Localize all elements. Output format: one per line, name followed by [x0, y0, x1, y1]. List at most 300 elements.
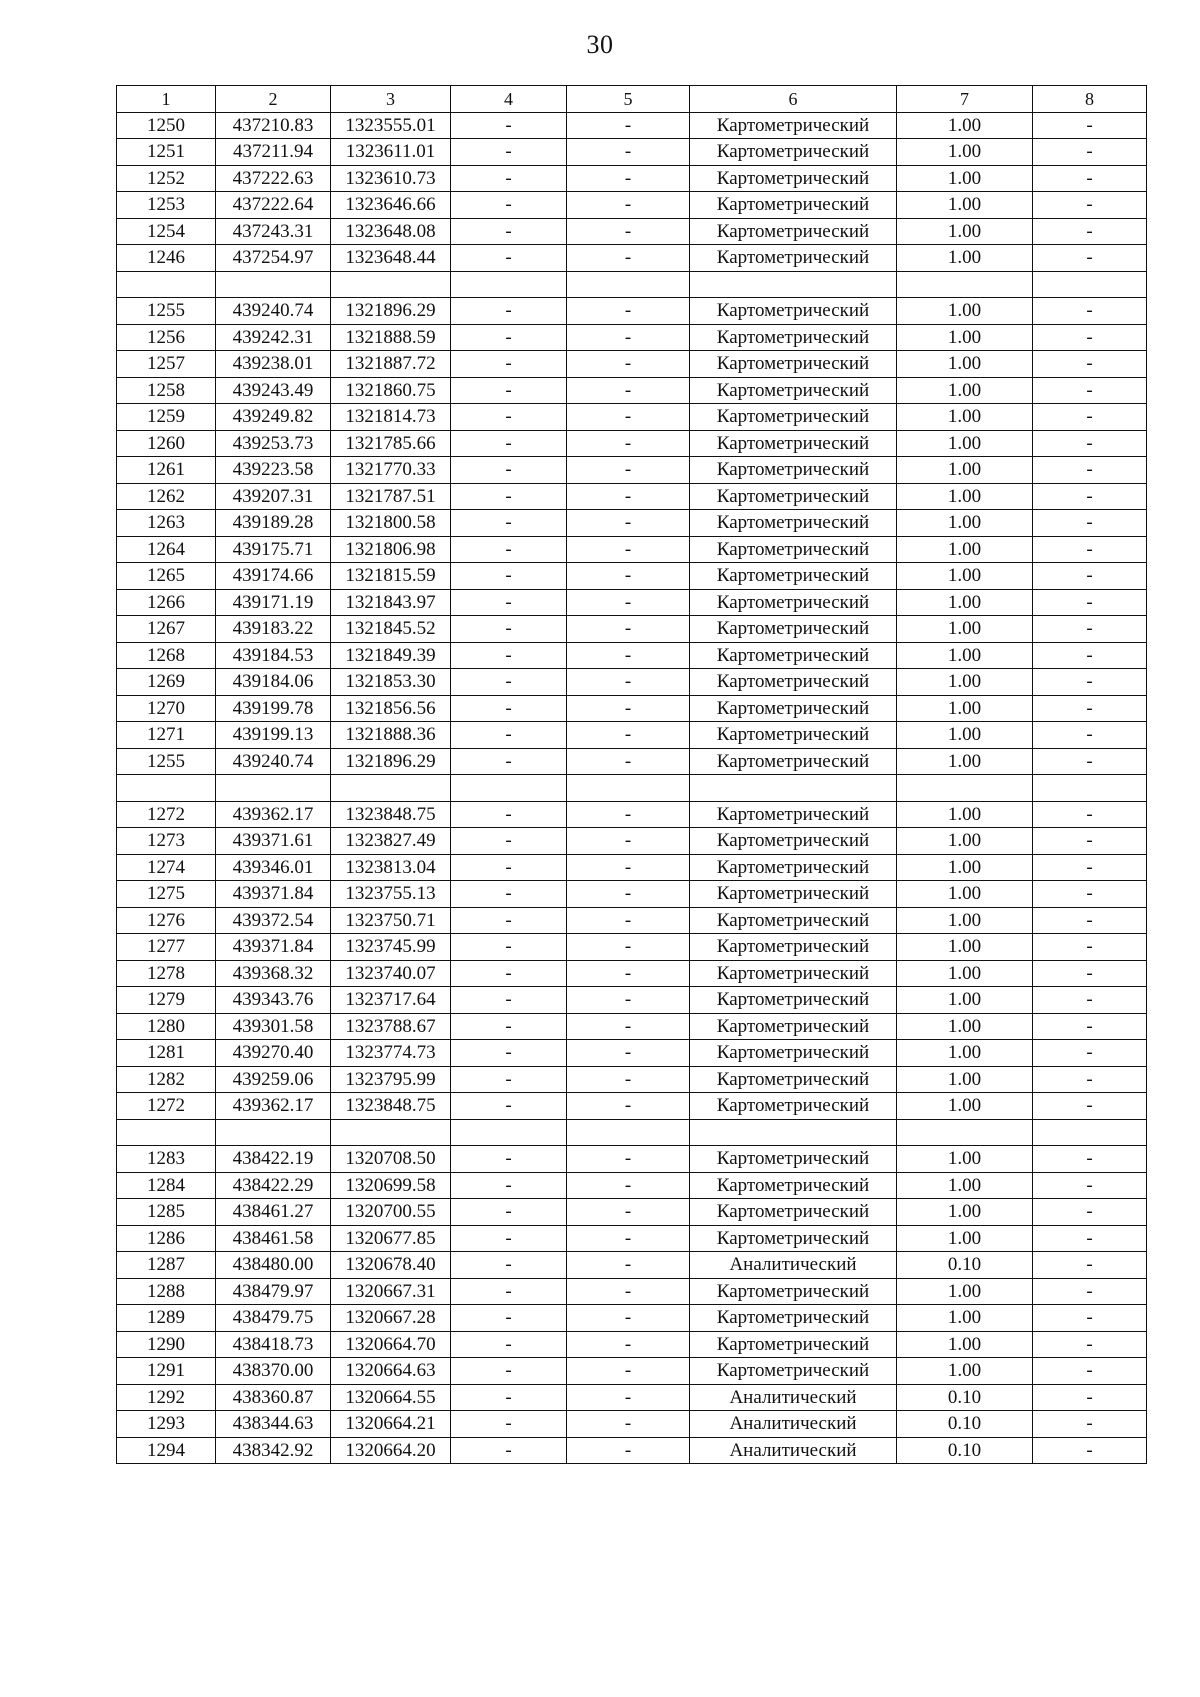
x-coordinate-cell: 439372.54 — [216, 907, 331, 934]
point-number-cell: 1263 — [117, 510, 216, 537]
x-coordinate-cell: 438418.73 — [216, 1331, 331, 1358]
x-coordinate-cell: 439207.31 — [216, 483, 331, 510]
coordinates-table — [116, 85, 1147, 1464]
x-coordinate-cell: 437222.63 — [216, 165, 331, 192]
table-row — [117, 1066, 1147, 1093]
table-row — [117, 1331, 1147, 1358]
column-5-cell: - — [567, 695, 690, 722]
column-5-cell: - — [567, 1384, 690, 1411]
accuracy-cell: 1.00 — [897, 139, 1033, 166]
column-8-cell: - — [1033, 854, 1147, 881]
column-8-cell: - — [1033, 510, 1147, 537]
y-coordinate-cell: 1321787.51 — [331, 483, 451, 510]
column-8-cell: - — [1033, 377, 1147, 404]
table-row — [117, 430, 1147, 457]
table-row — [117, 616, 1147, 643]
x-coordinate-cell: 439270.40 — [216, 1040, 331, 1067]
column-8-cell: - — [1033, 1252, 1147, 1279]
x-coordinate-cell: 438422.29 — [216, 1172, 331, 1199]
column-5-cell: - — [567, 1040, 690, 1067]
method-cell: Картометрический — [690, 642, 897, 669]
table-row — [117, 112, 1147, 139]
column-5-cell: - — [567, 828, 690, 855]
x-coordinate-cell: 438360.87 — [216, 1384, 331, 1411]
table-row — [117, 748, 1147, 775]
method-cell: Аналитический — [690, 1252, 897, 1279]
y-coordinate-cell: 1320677.85 — [331, 1225, 451, 1252]
table-row — [117, 1013, 1147, 1040]
column-header: 7 — [897, 86, 1033, 113]
y-coordinate-cell: 1323813.04 — [331, 854, 451, 881]
accuracy-cell: 0.10 — [897, 1384, 1033, 1411]
point-number-cell: 1255 — [117, 298, 216, 325]
column-8-cell: - — [1033, 218, 1147, 245]
point-number-cell: 1289 — [117, 1305, 216, 1332]
column-8-cell: - — [1033, 165, 1147, 192]
column-5-cell: - — [567, 1199, 690, 1226]
y-coordinate-cell: 1323717.64 — [331, 987, 451, 1014]
column-8-cell: - — [1033, 960, 1147, 987]
method-cell: Картометрический — [690, 1358, 897, 1385]
point-number-cell: 1281 — [117, 1040, 216, 1067]
accuracy-cell: 1.00 — [897, 1305, 1033, 1332]
x-coordinate-cell: 439189.28 — [216, 510, 331, 537]
column-8-cell: - — [1033, 563, 1147, 590]
column-8-cell: - — [1033, 1199, 1147, 1226]
accuracy-cell — [897, 775, 1033, 802]
x-coordinate-cell: 439368.32 — [216, 960, 331, 987]
method-cell: Картометрический — [690, 112, 897, 139]
method-cell: Картометрический — [690, 1331, 897, 1358]
column-4-cell: - — [451, 1384, 567, 1411]
table-row — [117, 907, 1147, 934]
column-8-cell: - — [1033, 536, 1147, 563]
accuracy-cell: 1.00 — [897, 457, 1033, 484]
point-number-cell: 1286 — [117, 1225, 216, 1252]
x-coordinate-cell: 439175.71 — [216, 536, 331, 563]
table-row — [117, 669, 1147, 696]
y-coordinate-cell: 1321896.29 — [331, 748, 451, 775]
method-cell: Картометрический — [690, 1013, 897, 1040]
method-cell: Картометрический — [690, 245, 897, 272]
table-row — [117, 987, 1147, 1014]
point-number-cell: 1266 — [117, 589, 216, 616]
column-8-cell: - — [1033, 616, 1147, 643]
column-4-cell: - — [451, 1013, 567, 1040]
y-coordinate-cell: 1323648.44 — [331, 245, 451, 272]
column-5-cell: - — [567, 907, 690, 934]
x-coordinate-cell: 439371.84 — [216, 934, 331, 961]
column-8-cell: - — [1033, 1013, 1147, 1040]
table-row — [117, 1278, 1147, 1305]
y-coordinate-cell: 1321856.56 — [331, 695, 451, 722]
x-coordinate-cell: 439242.31 — [216, 324, 331, 351]
accuracy-cell: 1.00 — [897, 377, 1033, 404]
x-coordinate-cell: 439184.53 — [216, 642, 331, 669]
y-coordinate-cell: 1320708.50 — [331, 1146, 451, 1173]
point-number-cell: 1291 — [117, 1358, 216, 1385]
column-5-cell: - — [567, 934, 690, 961]
table-row — [117, 775, 1147, 802]
point-number-cell: 1290 — [117, 1331, 216, 1358]
column-8-cell: - — [1033, 1146, 1147, 1173]
x-coordinate-cell: 437210.83 — [216, 112, 331, 139]
column-5-cell: - — [567, 536, 690, 563]
y-coordinate-cell — [331, 271, 451, 298]
y-coordinate-cell: 1320664.70 — [331, 1331, 451, 1358]
column-8-cell: - — [1033, 1172, 1147, 1199]
column-8-cell: - — [1033, 298, 1147, 325]
table-row — [117, 881, 1147, 908]
x-coordinate-cell — [216, 1119, 331, 1146]
table-row — [117, 1040, 1147, 1067]
point-number-cell: 1277 — [117, 934, 216, 961]
y-coordinate-cell: 1321887.72 — [331, 351, 451, 378]
column-4-cell: - — [451, 669, 567, 696]
table-row — [117, 695, 1147, 722]
column-8-cell: - — [1033, 1437, 1147, 1464]
table-row — [117, 271, 1147, 298]
x-coordinate-cell: 439362.17 — [216, 801, 331, 828]
column-8-cell: - — [1033, 642, 1147, 669]
y-coordinate-cell: 1321806.98 — [331, 536, 451, 563]
point-number-cell: 1283 — [117, 1146, 216, 1173]
point-number-cell — [117, 1119, 216, 1146]
point-number-cell: 1276 — [117, 907, 216, 934]
x-coordinate-cell: 437243.31 — [216, 218, 331, 245]
point-number-cell: 1274 — [117, 854, 216, 881]
column-4-cell: - — [451, 245, 567, 272]
column-8-cell: - — [1033, 1040, 1147, 1067]
accuracy-cell: 1.00 — [897, 404, 1033, 431]
x-coordinate-cell: 438461.27 — [216, 1199, 331, 1226]
x-coordinate-cell: 439343.76 — [216, 987, 331, 1014]
column-4-cell: - — [451, 563, 567, 590]
x-coordinate-cell: 439171.19 — [216, 589, 331, 616]
y-coordinate-cell: 1321888.36 — [331, 722, 451, 749]
accuracy-cell: 1.00 — [897, 695, 1033, 722]
x-coordinate-cell: 439371.84 — [216, 881, 331, 908]
y-coordinate-cell: 1323555.01 — [331, 112, 451, 139]
table-row — [117, 1437, 1147, 1464]
point-number-cell: 1275 — [117, 881, 216, 908]
column-4-cell: - — [451, 1040, 567, 1067]
column-5-cell: - — [567, 748, 690, 775]
method-cell: Картометрический — [690, 218, 897, 245]
method-cell: Картометрический — [690, 1172, 897, 1199]
column-4-cell: - — [451, 907, 567, 934]
column-5-cell: - — [567, 1252, 690, 1279]
accuracy-cell: 1.00 — [897, 483, 1033, 510]
table-row — [117, 324, 1147, 351]
point-number-cell: 1287 — [117, 1252, 216, 1279]
column-5-cell: - — [567, 510, 690, 537]
column-8-cell: - — [1033, 1093, 1147, 1120]
column-8-cell: - — [1033, 695, 1147, 722]
table-row — [117, 722, 1147, 749]
method-cell: Картометрический — [690, 1199, 897, 1226]
x-coordinate-cell: 439184.06 — [216, 669, 331, 696]
method-cell: Картометрический — [690, 695, 897, 722]
column-5-cell: - — [567, 1172, 690, 1199]
column-5-cell: - — [567, 1225, 690, 1252]
point-number-cell: 1259 — [117, 404, 216, 431]
column-4-cell: - — [451, 1146, 567, 1173]
column-4-cell: - — [451, 934, 567, 961]
page-number: 30 — [586, 30, 614, 59]
column-5-cell: - — [567, 324, 690, 351]
y-coordinate-cell: 1320664.20 — [331, 1437, 451, 1464]
point-number-cell: 1293 — [117, 1411, 216, 1438]
point-number-cell: 1294 — [117, 1437, 216, 1464]
y-coordinate-cell: 1323646.66 — [331, 192, 451, 219]
y-coordinate-cell: 1323788.67 — [331, 1013, 451, 1040]
x-coordinate-cell: 439253.73 — [216, 430, 331, 457]
x-coordinate-cell: 438479.97 — [216, 1278, 331, 1305]
accuracy-cell: 1.00 — [897, 934, 1033, 961]
accuracy-cell: 1.00 — [897, 642, 1033, 669]
method-cell: Картометрический — [690, 616, 897, 643]
table-row — [117, 589, 1147, 616]
method-cell: Картометрический — [690, 192, 897, 219]
method-cell: Картометрический — [690, 669, 897, 696]
column-5-cell: - — [567, 987, 690, 1014]
column-5-cell — [567, 1119, 690, 1146]
y-coordinate-cell: 1323827.49 — [331, 828, 451, 855]
column-4-cell: - — [451, 1199, 567, 1226]
accuracy-cell: 1.00 — [897, 801, 1033, 828]
column-4-cell: - — [451, 430, 567, 457]
method-cell: Картометрический — [690, 377, 897, 404]
column-4-cell: - — [451, 642, 567, 669]
table-row — [117, 165, 1147, 192]
column-5-cell: - — [567, 589, 690, 616]
y-coordinate-cell: 1320667.28 — [331, 1305, 451, 1332]
column-4-cell: - — [451, 404, 567, 431]
accuracy-cell: 1.00 — [897, 536, 1033, 563]
accuracy-cell: 1.00 — [897, 748, 1033, 775]
column-5-cell: - — [567, 1358, 690, 1385]
column-8-cell: - — [1033, 1358, 1147, 1385]
column-5-cell: - — [567, 245, 690, 272]
column-8-cell: - — [1033, 1411, 1147, 1438]
method-cell: Картометрический — [690, 1278, 897, 1305]
accuracy-cell: 1.00 — [897, 351, 1033, 378]
point-number-cell: 1258 — [117, 377, 216, 404]
column-8-cell: - — [1033, 1225, 1147, 1252]
accuracy-cell: 1.00 — [897, 324, 1033, 351]
x-coordinate-cell: 439199.78 — [216, 695, 331, 722]
column-5-cell: - — [567, 642, 690, 669]
accuracy-cell: 0.10 — [897, 1252, 1033, 1279]
table-row — [117, 1384, 1147, 1411]
table-row — [117, 960, 1147, 987]
accuracy-cell: 1.00 — [897, 192, 1033, 219]
method-cell: Картометрический — [690, 589, 897, 616]
point-number-cell: 1278 — [117, 960, 216, 987]
column-4-cell — [451, 271, 567, 298]
accuracy-cell: 1.00 — [897, 1040, 1033, 1067]
column-4-cell: - — [451, 1066, 567, 1093]
column-5-cell: - — [567, 1437, 690, 1464]
accuracy-cell: 1.00 — [897, 1066, 1033, 1093]
y-coordinate-cell: 1323648.08 — [331, 218, 451, 245]
column-5-cell: - — [567, 430, 690, 457]
column-5-cell: - — [567, 1305, 690, 1332]
point-number-cell — [117, 775, 216, 802]
column-4-cell: - — [451, 801, 567, 828]
column-5-cell: - — [567, 854, 690, 881]
x-coordinate-cell: 439223.58 — [216, 457, 331, 484]
y-coordinate-cell: 1323740.07 — [331, 960, 451, 987]
x-coordinate-cell: 439238.01 — [216, 351, 331, 378]
x-coordinate-cell: 439249.82 — [216, 404, 331, 431]
column-5-cell: - — [567, 192, 690, 219]
accuracy-cell: 1.00 — [897, 616, 1033, 643]
accuracy-cell: 1.00 — [897, 430, 1033, 457]
point-number-cell: 1271 — [117, 722, 216, 749]
column-4-cell: - — [451, 1411, 567, 1438]
column-8-cell — [1033, 1119, 1147, 1146]
column-4-cell: - — [451, 377, 567, 404]
column-4-cell: - — [451, 1172, 567, 1199]
table-row — [117, 298, 1147, 325]
column-5-cell: - — [567, 1146, 690, 1173]
table-row — [117, 457, 1147, 484]
point-number-cell: 1288 — [117, 1278, 216, 1305]
y-coordinate-cell: 1320667.31 — [331, 1278, 451, 1305]
x-coordinate-cell: 437211.94 — [216, 139, 331, 166]
table-body — [117, 112, 1147, 1464]
column-5-cell: - — [567, 801, 690, 828]
column-8-cell: - — [1033, 457, 1147, 484]
column-8-cell: - — [1033, 139, 1147, 166]
method-cell: Картометрический — [690, 1305, 897, 1332]
table-row — [117, 218, 1147, 245]
table-row — [117, 563, 1147, 590]
point-number-cell: 1282 — [117, 1066, 216, 1093]
y-coordinate-cell: 1321815.59 — [331, 563, 451, 590]
y-coordinate-cell: 1321770.33 — [331, 457, 451, 484]
accuracy-cell — [897, 1119, 1033, 1146]
y-coordinate-cell: 1323755.13 — [331, 881, 451, 908]
point-number-cell — [117, 271, 216, 298]
y-coordinate-cell: 1321849.39 — [331, 642, 451, 669]
point-number-cell: 1250 — [117, 112, 216, 139]
x-coordinate-cell: 439174.66 — [216, 563, 331, 590]
column-4-cell: - — [451, 1305, 567, 1332]
y-coordinate-cell — [331, 775, 451, 802]
method-cell: Аналитический — [690, 1437, 897, 1464]
table-row — [117, 1199, 1147, 1226]
y-coordinate-cell: 1323848.75 — [331, 1093, 451, 1120]
method-cell: Картометрический — [690, 483, 897, 510]
column-8-cell: - — [1033, 324, 1147, 351]
method-cell: Картометрический — [690, 536, 897, 563]
y-coordinate-cell: 1320700.55 — [331, 1199, 451, 1226]
table-row — [117, 192, 1147, 219]
x-coordinate-cell: 438479.75 — [216, 1305, 331, 1332]
column-8-cell: - — [1033, 404, 1147, 431]
method-cell: Картометрический — [690, 854, 897, 881]
column-5-cell: - — [567, 218, 690, 245]
y-coordinate-cell: 1321845.52 — [331, 616, 451, 643]
point-number-cell: 1255 — [117, 748, 216, 775]
point-number-cell: 1253 — [117, 192, 216, 219]
x-coordinate-cell: 437222.64 — [216, 192, 331, 219]
column-4-cell: - — [451, 192, 567, 219]
method-cell — [690, 775, 897, 802]
column-4-cell: - — [451, 960, 567, 987]
accuracy-cell: 1.00 — [897, 1146, 1033, 1173]
column-4-cell: - — [451, 510, 567, 537]
accuracy-cell: 1.00 — [897, 510, 1033, 537]
x-coordinate-cell: 439243.49 — [216, 377, 331, 404]
point-number-cell: 1246 — [117, 245, 216, 272]
table-row — [117, 1305, 1147, 1332]
column-4-cell: - — [451, 881, 567, 908]
point-number-cell: 1272 — [117, 801, 216, 828]
y-coordinate-cell: 1323750.71 — [331, 907, 451, 934]
point-number-cell: 1265 — [117, 563, 216, 590]
column-4-cell: - — [451, 695, 567, 722]
method-cell: Картометрический — [690, 1093, 897, 1120]
method-cell: Картометрический — [690, 801, 897, 828]
y-coordinate-cell: 1321800.58 — [331, 510, 451, 537]
table-row — [117, 404, 1147, 431]
table-row — [117, 245, 1147, 272]
method-cell: Картометрический — [690, 430, 897, 457]
accuracy-cell: 1.00 — [897, 1278, 1033, 1305]
column-4-cell: - — [451, 351, 567, 378]
column-5-cell: - — [567, 1013, 690, 1040]
point-number-cell: 1256 — [117, 324, 216, 351]
method-cell: Картометрический — [690, 907, 897, 934]
column-8-cell: - — [1033, 245, 1147, 272]
accuracy-cell: 1.00 — [897, 298, 1033, 325]
y-coordinate-cell: 1323745.99 — [331, 934, 451, 961]
table-row — [117, 642, 1147, 669]
y-coordinate-cell: 1323611.01 — [331, 139, 451, 166]
accuracy-cell: 1.00 — [897, 960, 1033, 987]
point-number-cell: 1264 — [117, 536, 216, 563]
method-cell: Картометрический — [690, 1225, 897, 1252]
y-coordinate-cell: 1323795.99 — [331, 1066, 451, 1093]
column-8-cell: - — [1033, 722, 1147, 749]
y-coordinate-cell: 1321814.73 — [331, 404, 451, 431]
point-number-cell: 1251 — [117, 139, 216, 166]
method-cell: Картометрический — [690, 1146, 897, 1173]
column-4-cell: - — [451, 218, 567, 245]
column-8-cell: - — [1033, 828, 1147, 855]
column-4-cell: - — [451, 1437, 567, 1464]
x-coordinate-cell — [216, 775, 331, 802]
method-cell: Картометрический — [690, 165, 897, 192]
y-coordinate-cell: 1323774.73 — [331, 1040, 451, 1067]
point-number-cell: 1270 — [117, 695, 216, 722]
table-row — [117, 1172, 1147, 1199]
column-4-cell: - — [451, 828, 567, 855]
column-8-cell: - — [1033, 801, 1147, 828]
point-number-cell: 1285 — [117, 1199, 216, 1226]
column-header: 1 — [117, 86, 216, 113]
column-4-cell: - — [451, 987, 567, 1014]
x-coordinate-cell: 439183.22 — [216, 616, 331, 643]
accuracy-cell: 1.00 — [897, 112, 1033, 139]
column-5-cell: - — [567, 1331, 690, 1358]
table-row — [117, 801, 1147, 828]
method-cell: Картометрический — [690, 934, 897, 961]
